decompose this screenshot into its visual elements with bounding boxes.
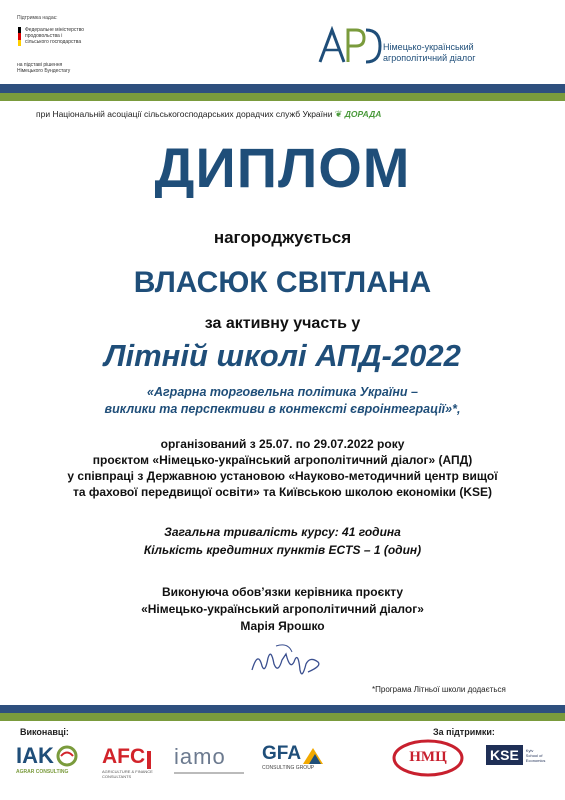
handwritten-signature (248, 640, 328, 682)
support-partners-label: За підтримки: (433, 727, 495, 737)
signer-block: Виконуюча обов’язки керівника проєкту «Німецько-український агрополітичний діалог» Марія Ярошко (141, 585, 424, 633)
apd-logo (318, 26, 382, 66)
diploma-title: ДИПЛОМ (154, 136, 411, 199)
afc-bar-icon (147, 751, 151, 769)
ministry-name: Федеральне міністерство продовольства і сільського господарства (25, 27, 85, 45)
gfa-logo: GFA CONSULTING GROUP (262, 743, 342, 771)
nmc-logo: НМЦ (392, 738, 464, 778)
afc-logo: AFC AGRICULTURE & FINANCE CONSULTANTS (102, 745, 153, 779)
recipient-name: ВЛАСЮК СВІТЛАНА (133, 266, 432, 299)
school-name: Літній школі АПД-2022 (104, 338, 461, 373)
footer-stripe-green (0, 713, 565, 721)
school-theme: «Аграрна торговельна політика України – виклики та перспективи в контексті євроінтеграції»*, (104, 385, 461, 416)
bundestag-note: на підставі рішення Німецького Бундестагу (17, 62, 71, 74)
kse-logo: KSE Kyiv School of Economics (486, 745, 545, 765)
apd-project-name: Німецько-український агрополітичний діалог (383, 42, 476, 63)
support-label: Підтримка надає: (17, 15, 58, 21)
dorada-brand: ДОРАДА (344, 109, 382, 119)
iak-logo: IAK AGRAR CONSULTING (16, 743, 96, 775)
iamo-logo: iamo (174, 744, 244, 774)
participation-text: за активну участь у (204, 315, 361, 332)
globe-icon (56, 745, 78, 767)
header-stripe-blue (0, 84, 565, 93)
course-info: Загальна тривалість курсу: 41 година Кількість кредитних пунктів ECTS – 1 (один) (143, 525, 422, 557)
association-line: при Національній асоціації сільськогосподарських дорадчих служб України ❦ ДОРАДА (36, 109, 382, 119)
performers-label: Виконавці: (20, 727, 69, 737)
german-eagle-flag-icon (18, 27, 21, 46)
footnote: *Програма Літньої школи додається (372, 685, 506, 694)
kse-subtitle: Kyiv School of Economics (525, 747, 546, 763)
dorada-leaf-icon: ❦ (334, 109, 343, 119)
footer-stripe-blue (0, 705, 565, 713)
gfa-triangle-icon (301, 747, 325, 765)
organization-paragraph: організований з 25.07. по 29.07.2022 року проєктом «Німецько-український агрополітичний діалог» (АПД) у співпраці з Державною установою «Науково-методичний центр вищої та фахової передвищої освіти» та Київською школою економіки (KSE) (67, 437, 498, 499)
header-stripe-green (0, 93, 565, 101)
iamo-underline (174, 772, 244, 774)
awarded-text: нагороджується (213, 228, 352, 247)
